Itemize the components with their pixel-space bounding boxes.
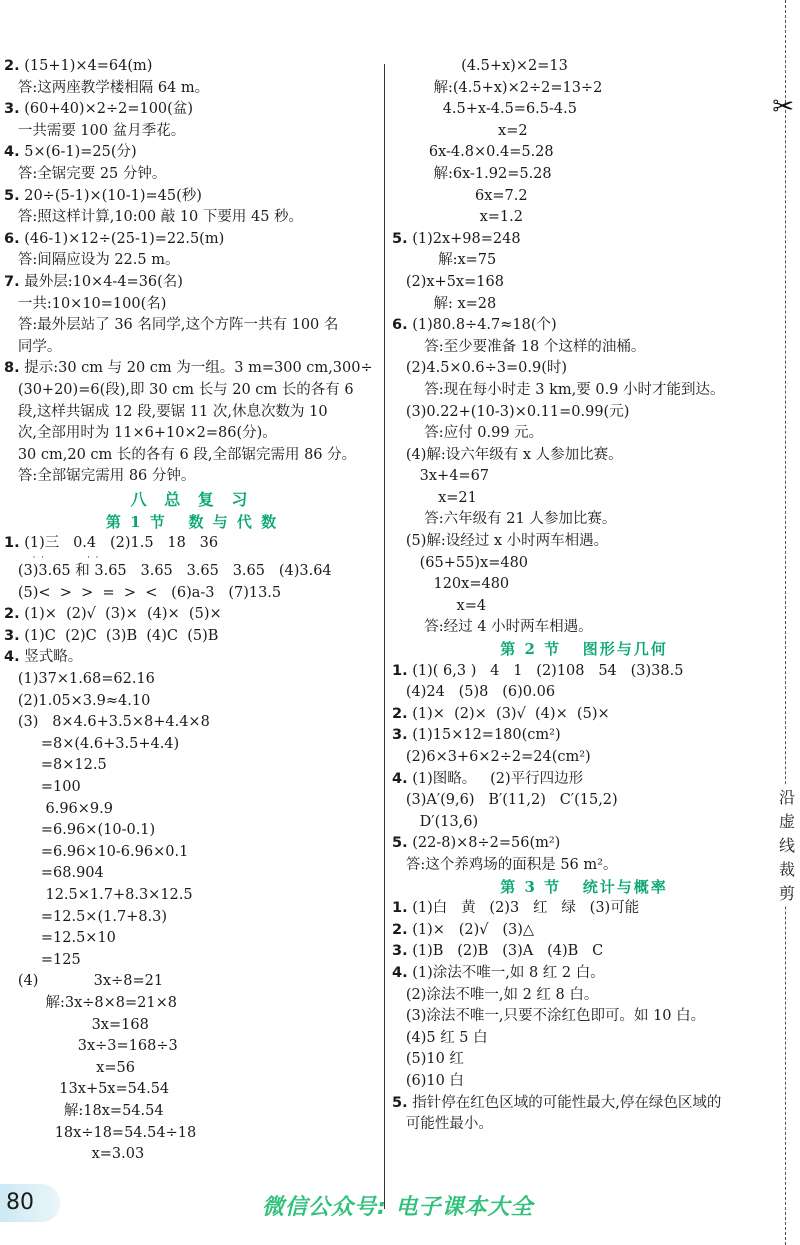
line-text: 次,全部用时为 11×6+10×2=86(分)。: [4, 425, 277, 442]
line-text: (1)白 黄 (2)3 红 绿 (3)可能: [407, 900, 640, 917]
line-text: (22-8)×8÷2=56(m²): [407, 835, 561, 852]
answer-line: [4, 250, 380, 272]
answer-line: [4, 1123, 380, 1145]
answer-line: [4, 164, 380, 186]
question-number: 6.: [4, 230, 20, 247]
line-text: 最外层:10×4-4=36(名): [19, 273, 183, 290]
section-title: [392, 877, 776, 899]
answer-line: [392, 704, 776, 726]
question-number: 5.: [392, 835, 408, 852]
line-text: x=4: [392, 597, 487, 614]
answer-line: [392, 488, 776, 510]
answer-line: [392, 229, 776, 251]
line-text: 3x=168: [4, 1016, 149, 1033]
line-text: (5)< > > = > < (6)a-3 (7)13.5: [4, 584, 282, 601]
answer-line: [4, 1101, 380, 1123]
line-text: 答:现在每小时走 3 km,要 0.9 小时才能到达。: [392, 381, 725, 398]
line-text: (1)涂法不唯一,如 8 红 2 白。: [407, 964, 605, 981]
answer-line: [392, 898, 776, 920]
answer-line: [4, 885, 380, 907]
line-text: 5×(6-1)=25(分): [19, 144, 137, 161]
line-text: (1)80.8÷4.7≈18(个): [407, 317, 557, 334]
answer-line: [4, 121, 380, 143]
answer-line: [4, 56, 380, 78]
answer-line: [4, 358, 380, 380]
line-text: 答:全锯完要 25 分钟。: [4, 165, 167, 182]
line-text: 提示:30 cm 与 20 cm 为一组。3 m=300 cm,300÷: [19, 360, 373, 377]
question-number: 3.: [392, 727, 408, 744]
answer-line: [4, 820, 380, 842]
question-number: 2.: [392, 921, 408, 938]
line-text: 答:最外层站了 36 名同学,这个方阵一共有 100 名: [4, 317, 339, 334]
answer-line: [4, 99, 380, 121]
answer-line: [392, 725, 776, 747]
answer-line: [4, 993, 380, 1015]
chapter-title: [4, 488, 380, 512]
line-text: 一共需要 100 盆月季花。: [4, 122, 186, 139]
right-column: [392, 56, 776, 1136]
answer-line: [4, 1079, 380, 1101]
answer-line: [392, 164, 776, 186]
line-text: 4.5+x-4.5=6.5-4.5: [392, 101, 577, 118]
question-number: 4.: [392, 964, 408, 981]
question-number: 1.: [4, 535, 20, 552]
answer-line: [4, 691, 380, 713]
line-text: 3x+4=67: [392, 468, 490, 485]
question-number: 1.: [392, 900, 408, 917]
answer-line: [392, 855, 776, 877]
line-text: 3x÷3=168÷3: [4, 1038, 178, 1055]
answer-line: [392, 790, 776, 812]
answer-line: [392, 617, 776, 639]
answer-line: [392, 423, 776, 445]
question-number: 3.: [4, 627, 20, 644]
answer-line: [4, 971, 380, 993]
line-text: =12.5×(1.7+8.3): [4, 908, 168, 925]
line-text: (2)x+5x=168: [392, 273, 504, 290]
page-number: 80: [0, 1184, 60, 1222]
line-text: (5)解:设经过 x 小时两车相遇。: [392, 533, 609, 550]
question-number: 2.: [392, 705, 408, 722]
answer-line: [392, 941, 776, 963]
line-text: 第 1 节 数 与 代 数: [105, 512, 279, 531]
answer-line: [4, 423, 380, 445]
answer-line: [392, 1049, 776, 1071]
line-text: (2)6×3+6×2÷2=24(cm²): [392, 749, 591, 765]
answer-line: [4, 842, 380, 864]
line-text: 竖式略。: [19, 649, 83, 666]
answer-line: [392, 99, 776, 121]
answer-line: [4, 561, 380, 583]
answer-line: [4, 380, 380, 402]
answer-line: [4, 907, 380, 929]
answer-line: [4, 799, 380, 821]
question-number: 5.: [392, 230, 408, 247]
answer-line: [4, 337, 380, 359]
line-text: 答:六年级有 21 人参加比赛。: [392, 511, 617, 528]
line-text: 答:间隔应设为 22.5 m。: [4, 252, 180, 269]
answer-line: [4, 315, 380, 337]
answer-line: [392, 272, 776, 294]
line-text: 指针停在红色区域的可能性最大,停在绿色区域的: [407, 1094, 722, 1111]
answer-line: [4, 229, 380, 251]
line-text: (2)涂法不唯一,如 2 红 8 白。: [392, 986, 599, 1003]
line-text: (1)× (2)√ (3)△: [407, 921, 535, 938]
answer-line: [4, 928, 380, 950]
line-text: (1)× (2)× (3)√ (4)× (5)×: [407, 705, 610, 722]
answer-line: [4, 583, 380, 605]
answer-line: [4, 78, 380, 100]
answer-line: [4, 1058, 380, 1080]
line-text: x=3.03: [4, 1146, 145, 1163]
answer-line: [392, 920, 776, 942]
line-text: 同学。: [4, 338, 62, 355]
line-text: =68.904: [4, 865, 104, 882]
answer-line: [4, 734, 380, 756]
line-text: 解: x=28: [392, 295, 497, 312]
answer-line: [392, 250, 776, 272]
answer-line: [392, 812, 776, 834]
answer-line: [4, 604, 380, 626]
line-text: (46-1)×12÷(25-1)=22.5(m): [19, 230, 225, 247]
answer-line: [392, 833, 776, 855]
answer-line: [4, 626, 380, 648]
line-text: 6.96×9.9: [4, 800, 113, 817]
column-divider: [384, 64, 385, 1209]
line-text: 18x÷18=54.54÷18: [4, 1124, 197, 1141]
answer-line: [392, 985, 776, 1007]
line-text: · · · ·: [4, 553, 99, 564]
line-text: (65+55)x=480: [392, 554, 529, 571]
line-text: 解:6x-1.92=5.28: [392, 165, 552, 182]
answer-line: [4, 669, 380, 691]
answer-line: [392, 186, 776, 208]
line-text: (2)4.5×0.6÷3=0.9(时): [392, 360, 568, 377]
question-number: 5.: [4, 187, 20, 204]
line-text: (3)3.65 和 3.65 3.65 3.65 3.65 (4)3.64: [4, 563, 332, 580]
answer-line: [392, 358, 776, 380]
line-text: (3)A′(9,6) B′(11,2) C′(15,2): [392, 792, 618, 809]
answer-line: [4, 466, 380, 488]
answer-line: [392, 466, 776, 488]
line-text: x=21: [392, 489, 477, 506]
line-text: =12.5×10: [4, 930, 116, 947]
scissors-icon: ✂: [772, 92, 794, 122]
line-text: x=2: [392, 122, 528, 139]
question-number: 7.: [4, 273, 20, 290]
line-text: 一共:10×10=100(名): [4, 295, 167, 312]
line-text: (30+20)=6(段),即 30 cm 长与 20 cm 长的各有 6: [4, 381, 354, 398]
line-text: (60+40)×2÷2=100(盆): [19, 101, 193, 118]
line-text: (3)涂法不唯一,只要不涂红色即可。如 10 白。: [392, 1008, 706, 1025]
question-number: 4.: [4, 649, 20, 666]
answer-line: [4, 142, 380, 164]
answer-line: [4, 1144, 380, 1166]
line-text: (1)× (2)√ (3)× (4)× (5)×: [19, 606, 222, 623]
line-text: (3) 8×4.6+3.5×8+4.4×8: [4, 714, 210, 731]
line-text: x=56: [4, 1059, 135, 1076]
answer-line: [392, 747, 776, 769]
answer-line: [4, 533, 380, 555]
answer-line: [392, 142, 776, 164]
question-number: 3.: [392, 943, 408, 960]
answer-line: [392, 661, 776, 683]
line-text: (4) 3x÷8=21: [4, 973, 164, 990]
line-text: (4.5+x)×2=13: [392, 58, 568, 74]
question-number: 3.: [4, 101, 20, 118]
left-column: [4, 56, 380, 1166]
question-number: 2.: [4, 606, 20, 623]
cut-instruction: 沿虚线裁剪: [776, 786, 798, 906]
question-number: 8.: [4, 360, 20, 377]
answer-line: [4, 712, 380, 734]
answer-line: [4, 294, 380, 316]
line-text: 答:至少要准备 18 个这样的油桶。: [392, 338, 646, 355]
answer-line: [4, 272, 380, 294]
line-text: 解:x=75: [392, 252, 497, 269]
answer-line: [4, 186, 380, 208]
line-text: 第 3 节 统计与概率: [500, 877, 668, 896]
answer-line: [392, 78, 776, 100]
line-text: 可能性最小。: [392, 1116, 493, 1133]
answer-line: [4, 777, 380, 799]
answer-line: [392, 294, 776, 316]
line-text: (1)2x+98=248: [407, 230, 521, 247]
answer-line: [4, 755, 380, 777]
line-text: 120x=480: [392, 576, 510, 593]
answer-line: [392, 1006, 776, 1028]
line-text: (4)24 (5)8 (6)0.06: [392, 684, 556, 701]
answer-line: [392, 445, 776, 467]
question-number: 1.: [392, 662, 408, 679]
answer-line: [392, 509, 776, 531]
line-text: 第 2 节 图形与几何: [500, 640, 668, 659]
line-text: (4)解:设六年级有 x 人参加比赛。: [392, 446, 623, 463]
line-text: (1)C (2)C (3)B (4)C (5)B: [19, 627, 219, 644]
line-text: (1)37×1.68=62.16: [4, 671, 155, 688]
answer-line: [4, 950, 380, 972]
question-number: 4.: [4, 144, 20, 161]
line-text: (1)15×12=180(cm²): [407, 727, 561, 744]
line-text: =100: [4, 779, 81, 795]
answer-line: [4, 863, 380, 885]
line-text: 段,这样共锯成 12 段,要锯 11 次,休息次数为 10: [4, 403, 328, 420]
line-text: 答:这个养鸡场的面积是 56 m²。: [392, 856, 618, 873]
line-text: (1)三 0.4 (2)1.5 18 36: [19, 535, 219, 552]
answer-line: [4, 207, 380, 229]
answer-line: [392, 963, 776, 985]
line-text: 解:(4.5+x)×2÷2=13÷2: [392, 79, 603, 96]
line-text: 答:应付 0.99 元。: [392, 425, 544, 442]
line-text: (15+1)×4=64(m): [19, 58, 153, 74]
line-text: (1)B (2)B (3)A (4)B C: [407, 943, 604, 960]
line-text: 解:18x=54.54: [4, 1102, 164, 1119]
line-text: =8×(4.6+3.5+4.4): [4, 735, 180, 752]
line-text: 答:全部锯完需用 86 分钟。: [4, 468, 196, 485]
answer-line: [4, 1015, 380, 1037]
line-text: =6.96×(10-0.1): [4, 822, 156, 839]
cut-line: [785, 0, 786, 1245]
answer-line: [392, 531, 776, 553]
answer-line: [392, 315, 776, 337]
answer-line: [392, 1071, 776, 1093]
line-text: (2)1.05×3.9≈4.10: [4, 692, 151, 709]
line-text: =8×12.5: [4, 757, 107, 774]
question-number: 5.: [392, 1094, 408, 1111]
answer-line: [4, 1036, 380, 1058]
answer-line: [392, 56, 776, 78]
watermark-text: 微信公众号: 电子课本大全: [262, 1195, 534, 1220]
line-text: 答:照这样计算,10:00 敲 10 下要用 45 秒。: [4, 209, 304, 226]
line-text: =6.96×10-6.96×0.1: [4, 843, 189, 860]
answer-line: [392, 121, 776, 143]
line-text: (3)0.22+(10-3)×0.11=0.99(元): [392, 403, 630, 420]
answer-line: [392, 1093, 776, 1115]
line-text: =125: [4, 951, 81, 968]
answer-line: [392, 574, 776, 596]
answer-line: [392, 207, 776, 229]
answer-line: [392, 682, 776, 704]
question-number: 4.: [392, 770, 408, 787]
section-title: [4, 512, 380, 534]
answer-line: [4, 402, 380, 424]
answer-line: [4, 445, 380, 467]
line-text: (4)5 红 5 白: [392, 1029, 488, 1046]
question-number: 6.: [392, 317, 408, 334]
line-text: 6x-4.8×0.4=5.28: [392, 144, 554, 161]
answer-line: [392, 402, 776, 424]
line-text: 13x+5x=54.54: [4, 1081, 170, 1098]
answer-line: [4, 647, 380, 669]
answer-line: [392, 553, 776, 575]
answer-line: [392, 337, 776, 359]
answer-line: [392, 380, 776, 402]
line-text: 30 cm,20 cm 长的各有 6 段,全部锯完需用 86 分。: [4, 446, 357, 463]
section-title: [392, 639, 776, 661]
line-text: (1)( 6,3 ) 4 1 (2)108 54 (3)38.5: [407, 662, 684, 679]
line-text: 答:经过 4 小时两车相遇。: [392, 619, 593, 636]
line-text: 20÷(5-1)×(10-1)=45(秒): [19, 187, 202, 204]
answer-line: [392, 1028, 776, 1050]
line-text: (6)10 白: [392, 1072, 464, 1089]
question-number: 2.: [4, 58, 20, 74]
line-text: (1)图略。 (2)平行四边形: [407, 770, 584, 787]
answer-line: [392, 769, 776, 791]
line-text: 6x=7.2: [392, 187, 528, 204]
line-text: (5)10 红: [392, 1051, 464, 1068]
line-text: 答:这两座教学楼相隔 64 m。: [4, 79, 210, 96]
line-text: x=1.2: [392, 209, 523, 226]
line-text: 解:3x÷8×8=21×8: [4, 994, 177, 1011]
line-text: 八 总 复 习: [130, 489, 254, 509]
line-text: 12.5×1.7+8.3×12.5: [4, 886, 193, 903]
answer-line: [392, 1114, 776, 1136]
line-text: D′(13,6): [392, 813, 479, 830]
answer-line: [392, 596, 776, 618]
